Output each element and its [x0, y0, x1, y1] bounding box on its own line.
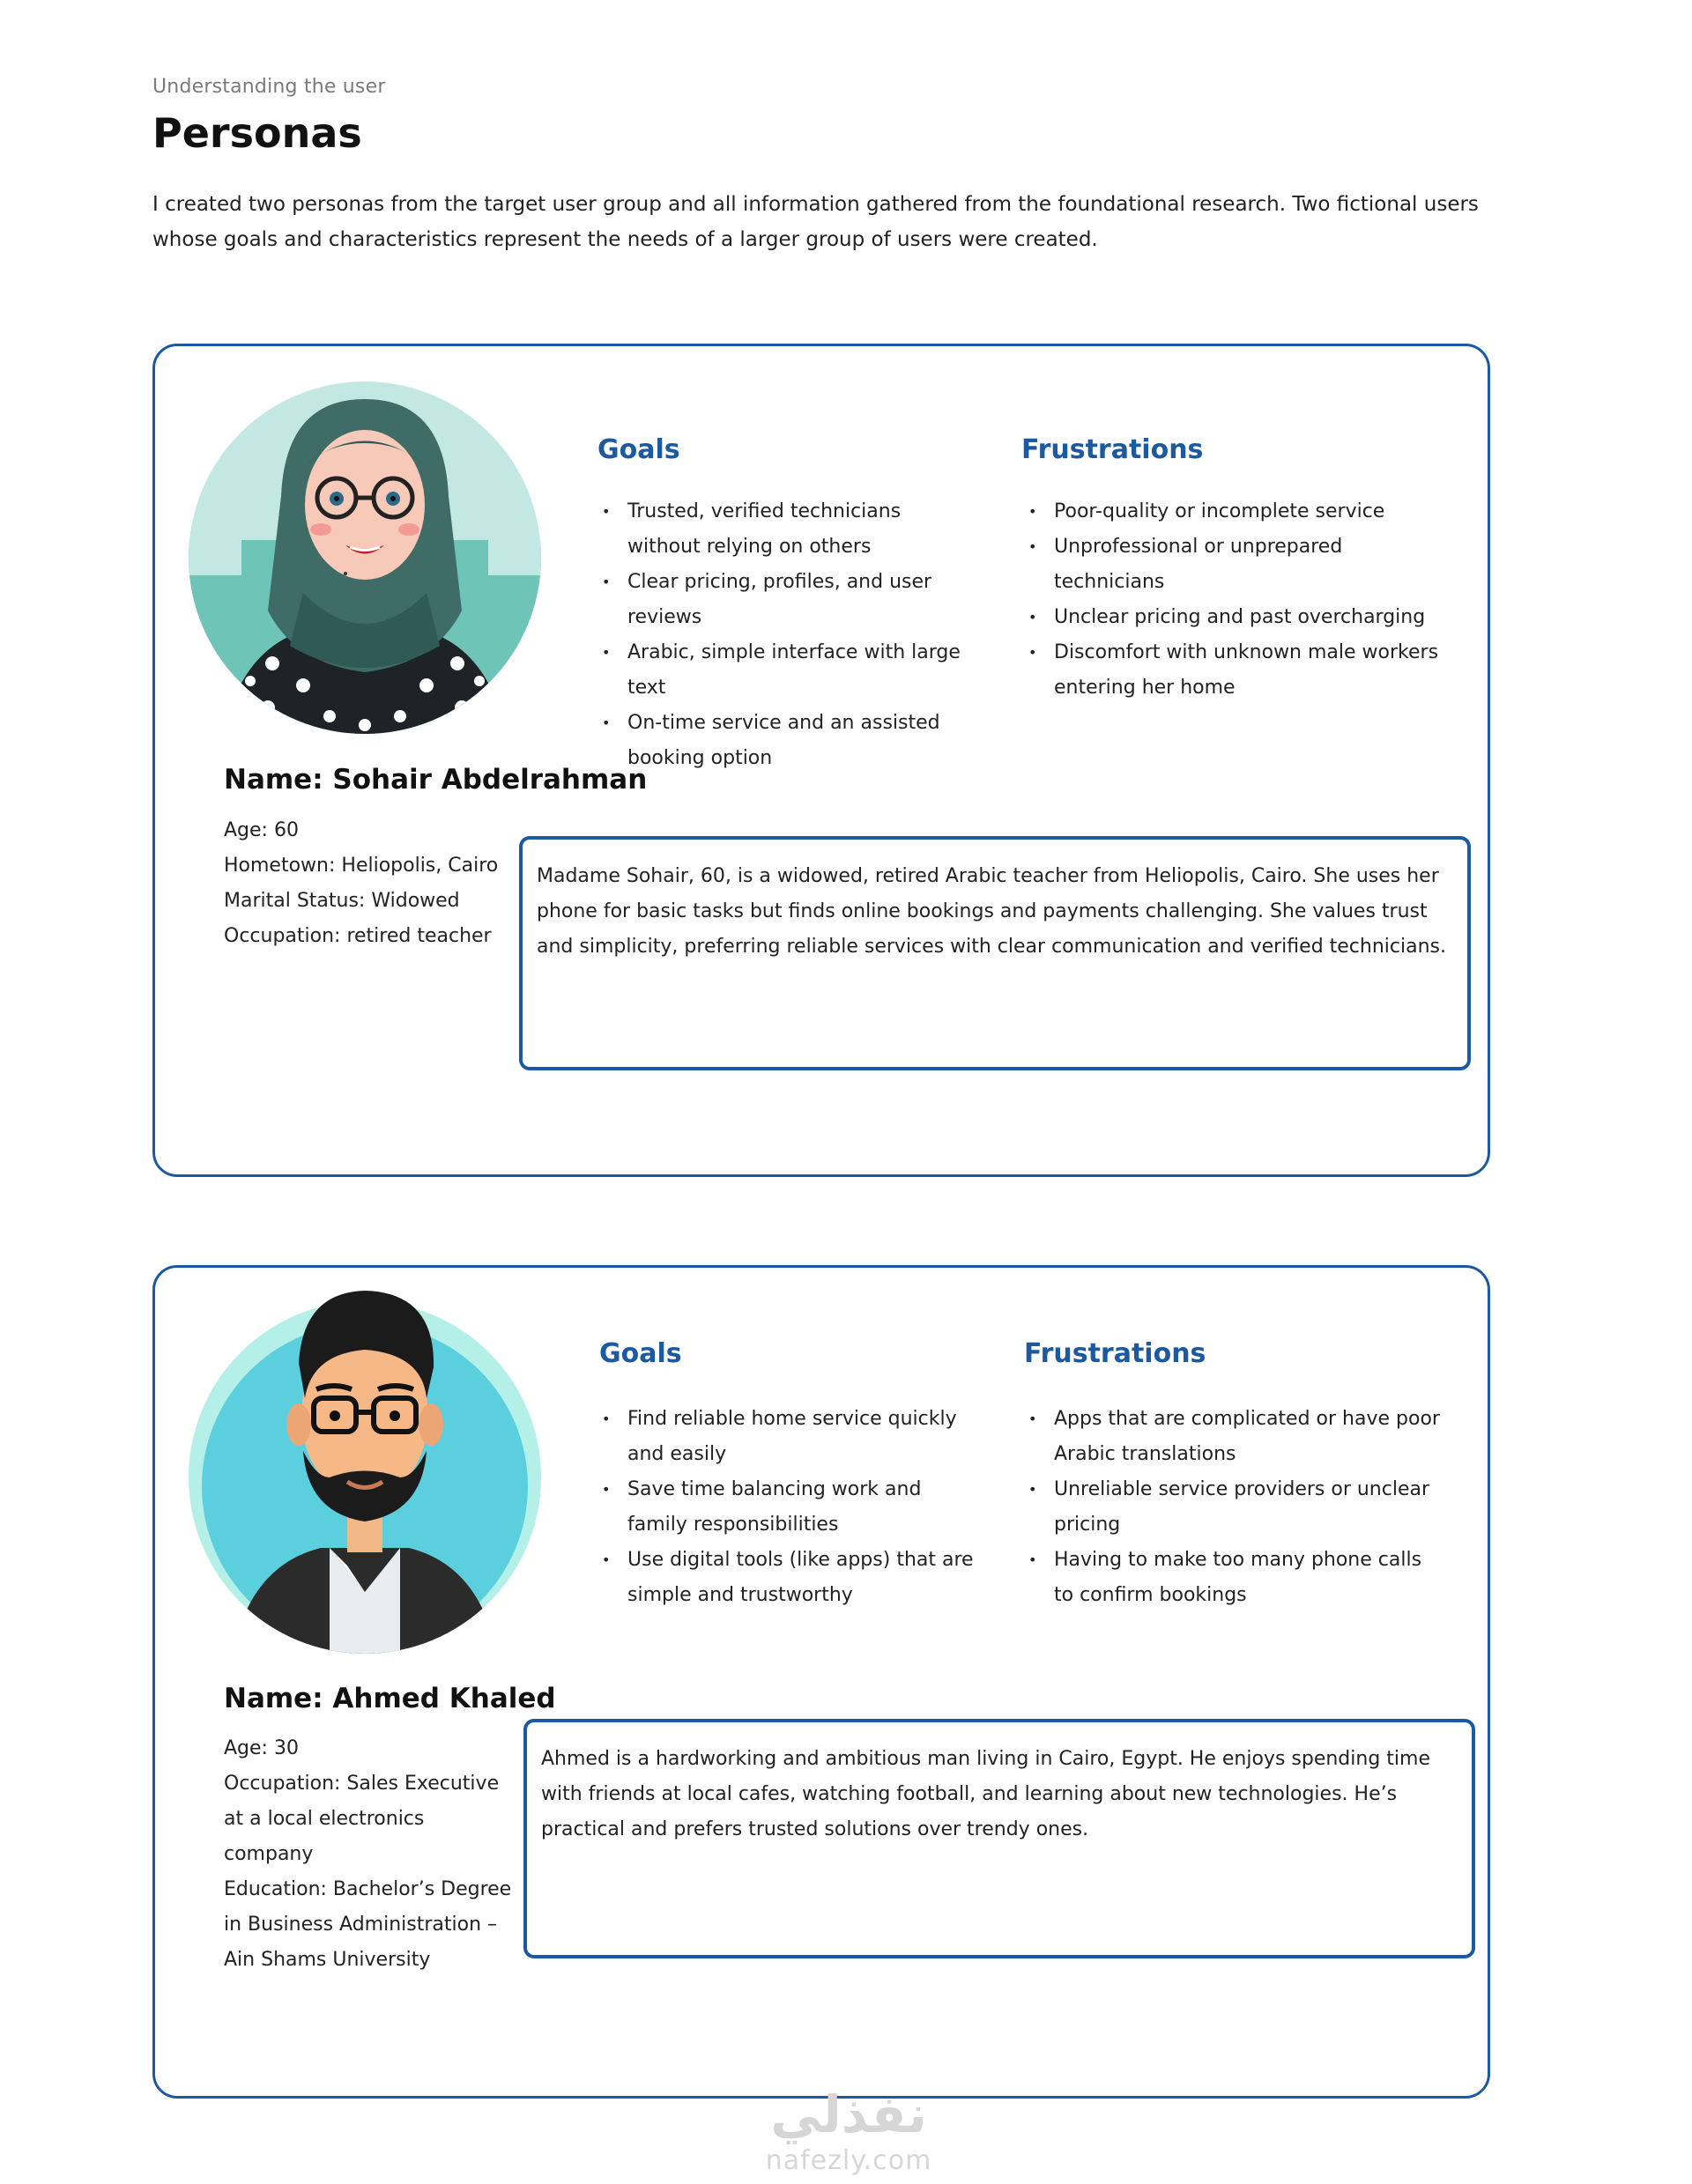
frustration-item: • Apps that are complicated or have poor Arabic translations	[1027, 1402, 1441, 1472]
persona-avatar-sohair	[189, 381, 541, 734]
watermark-arabic: نفذلي	[770, 2084, 927, 2144]
frustration-item: • Unreliable service providers or unclear pricing	[1027, 1472, 1441, 1543]
persona-education: Education: Bachelor’s Degree in Business Administration – Ain Shams University	[224, 1878, 512, 1971]
persona-avatar-ahmed	[189, 1301, 541, 1654]
persona-bio: Ahmed is a hardworking and ambitious man living in Cairo, Egypt. He enjoys spending time with friends at local cafes, watching football, and learning about new technologies. He’s practical and prefers trusted solutions over trendy ones.	[523, 1719, 1475, 1958]
persona-details	[224, 813, 515, 954]
frustration-item: • Discomfort with unknown male workers entering her home	[1027, 635, 1441, 706]
persona-name: Name: Sohair Abdelrahman	[224, 764, 648, 796]
frustration-item: • Poor-quality or incomplete service	[1027, 494, 1441, 529]
watermark	[752, 2084, 946, 2177]
frustrations-list	[1027, 494, 1441, 706]
persona-marital-status: Marital Status: Widowed	[224, 890, 460, 912]
persona-hometown: Hometown: Heliopolis, Cairo	[224, 855, 499, 877]
goals-list	[600, 1402, 979, 1613]
goal-item: • Save time balancing work and family responsibilities	[600, 1472, 979, 1543]
goal-item: • On-time service and an assisted booking option	[600, 706, 979, 776]
frustrations-heading: Frustrations	[1021, 434, 1204, 465]
intro-paragraph: I created two personas from the target user group and all information gathered from the foundational research. Two fictional users whose goals and characteristics represent the needs of a larger group of users were created.	[152, 193, 1479, 251]
goals-list	[600, 494, 979, 776]
goals-heading: Goals	[597, 434, 680, 465]
frustrations-heading: Frustrations	[1024, 1338, 1206, 1369]
persona-age: Age: 30	[224, 1737, 299, 1759]
goal-item: • Use digital tools (like apps) that are simple and trustworthy	[600, 1543, 979, 1613]
goals-heading: Goals	[599, 1338, 682, 1369]
frustrations-list	[1027, 1402, 1441, 1613]
eyebrow-label: Understanding the user	[152, 76, 386, 98]
persona-occupation: Occupation: Sales Executive at a local electronics company	[224, 1773, 500, 1865]
page-title: Personas	[152, 109, 362, 157]
goal-item: • Arabic, simple interface with large text	[600, 635, 979, 706]
goal-item: • Clear pricing, profiles, and user reviews	[600, 565, 979, 635]
watermark-latin: nafezly.com	[765, 2145, 932, 2176]
persona-bio: Madame Sohair, 60, is a widowed, retired Arabic teacher from Heliopolis, Cairo. She uses her phone for basic tasks but finds online bookings and payments challenging. She values trust and simplicity, preferring reliable services with clear communication and verified technicians.	[519, 836, 1471, 1070]
goal-item: • Find reliable home service quickly and easily	[600, 1402, 979, 1472]
goal-item: • Trusted, verified technicians without relying on others	[600, 494, 979, 565]
persona-card-ahmed	[152, 1265, 1490, 2099]
persona-card-sohair	[152, 344, 1490, 1177]
persona-occupation: Occupation: retired teacher	[224, 925, 492, 947]
frustration-item: • Unprofessional or unprepared technicians	[1027, 529, 1441, 600]
persona-details	[224, 1731, 515, 1978]
persona-name: Name: Ahmed Khaled	[224, 1683, 556, 1714]
persona-age: Age: 60	[224, 819, 299, 841]
frustration-item: • Unclear pricing and past overcharging	[1027, 600, 1441, 635]
frustration-item: • Having to make too many phone calls to confirm bookings	[1027, 1543, 1441, 1613]
